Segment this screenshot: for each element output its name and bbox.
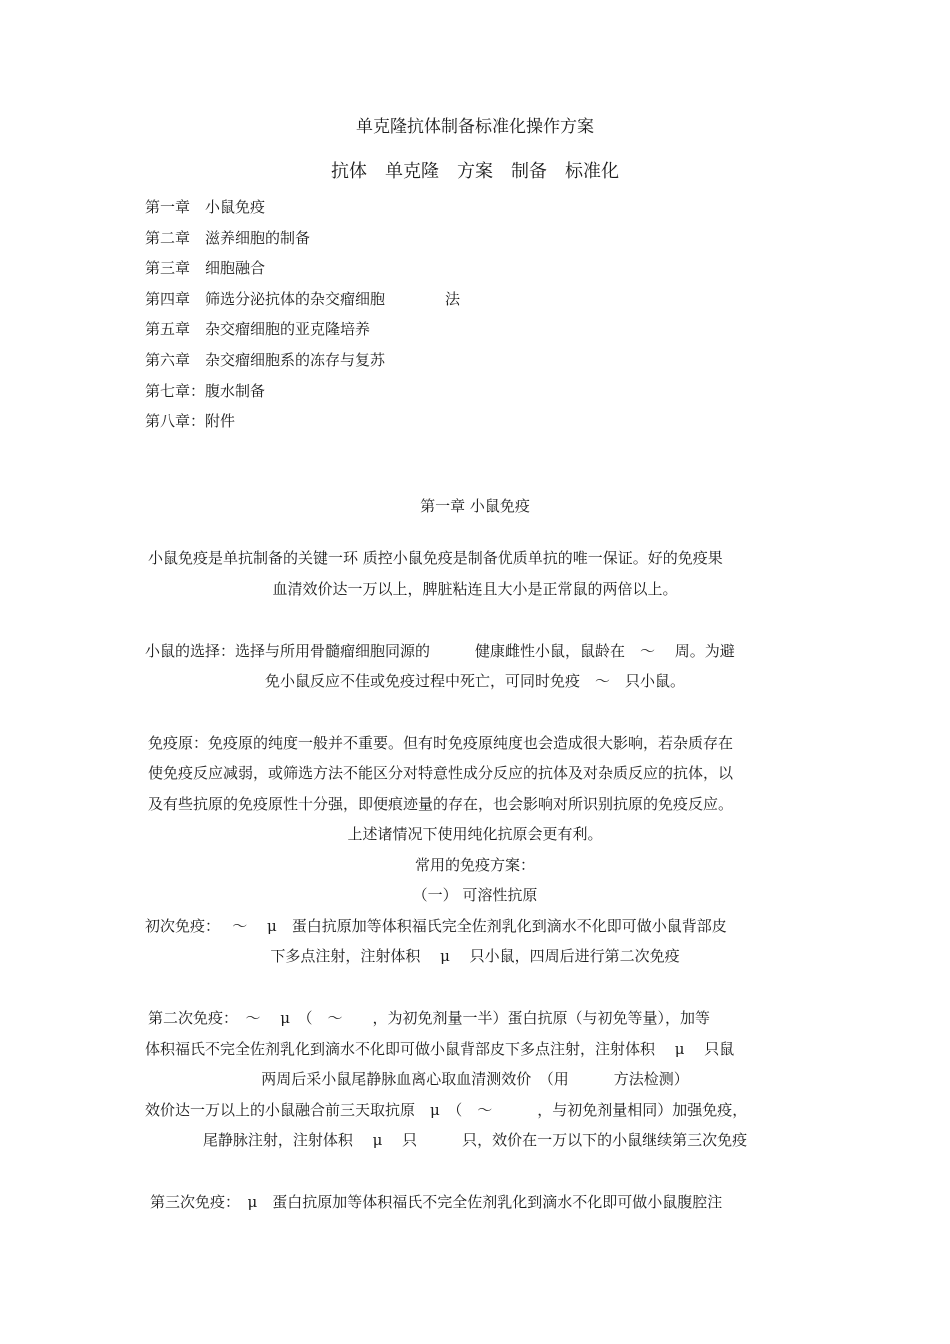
first-immunization-line: 下多点注射，注射体积 μ 只小鼠，四周后进行第二次免疫	[270, 947, 680, 965]
schemes-heading: 常用的免疫方案：	[414, 856, 535, 874]
intro-line: 小鼠免疫是单抗制备的关键一环 质控小鼠免疫是制备优质单抗的唯一保证。好的免疫果	[148, 549, 723, 567]
toc-item: 第六章 杂交瘤细胞系的冻存与复苏	[145, 351, 386, 369]
soluble-antigen-heading: （一） 可溶性抗原	[412, 886, 538, 904]
immunogen-line: 免疫原：免疫原的纯度一般并不重要。但有时免疫原纯度也会造成很大影响，若杂质存在	[148, 734, 734, 752]
immunogen-line: 上述诸情况下使用纯化抗原会更有利。	[347, 825, 603, 843]
immunogen-line: 及有些抗原的免疫原性十分强，即便痕迹量的存在，也会影响对所识别抗原的免疫反应。	[148, 795, 734, 813]
toc-item: 第五章 杂交瘤细胞的亚克隆培养	[145, 320, 371, 338]
second-immunization-line: 效价达一万以上的小鼠融合前三天取抗原 μ （ ～ ，与初免剂量相同）加强免疫，	[145, 1101, 748, 1119]
intro-line: 血清效价达一万以上，脾脏粘连且大小是正常鼠的两倍以上。	[272, 580, 678, 598]
toc-item: 第四章 筛选分泌抗体的杂交瘤细胞 法	[145, 290, 461, 308]
toc-item: 第二章 滋养细胞的制备	[145, 229, 311, 247]
toc-item: 第八章：附件	[145, 412, 236, 430]
second-immunization-line: 两周后采小鼠尾静脉血离心取血清测效价 （用 方法检测）	[261, 1070, 689, 1088]
document-keywords: 抗体 单克隆 方案 制备 标准化	[331, 161, 619, 182]
second-immunization-line: 尾静脉注射，注射体积 μ 只 只，效价在一万以下的小鼠继续第三次免疫	[202, 1131, 748, 1149]
toc-item: 第七章：腹水制备	[145, 382, 266, 400]
toc-item: 第一章 小鼠免疫	[145, 198, 266, 216]
third-immunization-line: 第三次免疫： μ 蛋白抗原加等体积福氏不完全佐剂乳化到滴水不化即可做小鼠腹腔注	[150, 1193, 723, 1211]
mouse-selection-line: 小鼠的选择：选择与所用骨髓瘤细胞同源的 健康雌性小鼠，鼠龄在 ～ 周。为避	[145, 642, 735, 660]
second-immunization-line: 第二次免疫： ～ μ （ ～ ，为初免剂量一半）蛋白抗原（与初免等量），加等	[148, 1009, 711, 1027]
second-immunization-line: 体积福氏不完全佐剂乳化到滴水不化即可做小鼠背部皮下多点注射，注射体积 μ 只鼠	[145, 1040, 735, 1058]
mouse-selection-line: 免小鼠反应不佳或免疫过程中死亡，可同时免疫 ～ 只小鼠。	[264, 672, 685, 690]
first-immunization-line: 初次免疫： ～ μ 蛋白抗原加等体积福氏完全佐剂乳化到滴水不化即可做小鼠背部皮	[145, 917, 727, 935]
document-title: 单克隆抗体制备标准化操作方案	[356, 117, 594, 137]
chapter-heading: 第一章 小鼠免疫	[420, 497, 530, 515]
immunogen-line: 使免疫反应减弱，或筛选方法不能区分对特意性成分反应的抗体及对杂质反应的抗体，以	[148, 764, 734, 782]
toc-item: 第三章 细胞融合	[145, 259, 266, 277]
